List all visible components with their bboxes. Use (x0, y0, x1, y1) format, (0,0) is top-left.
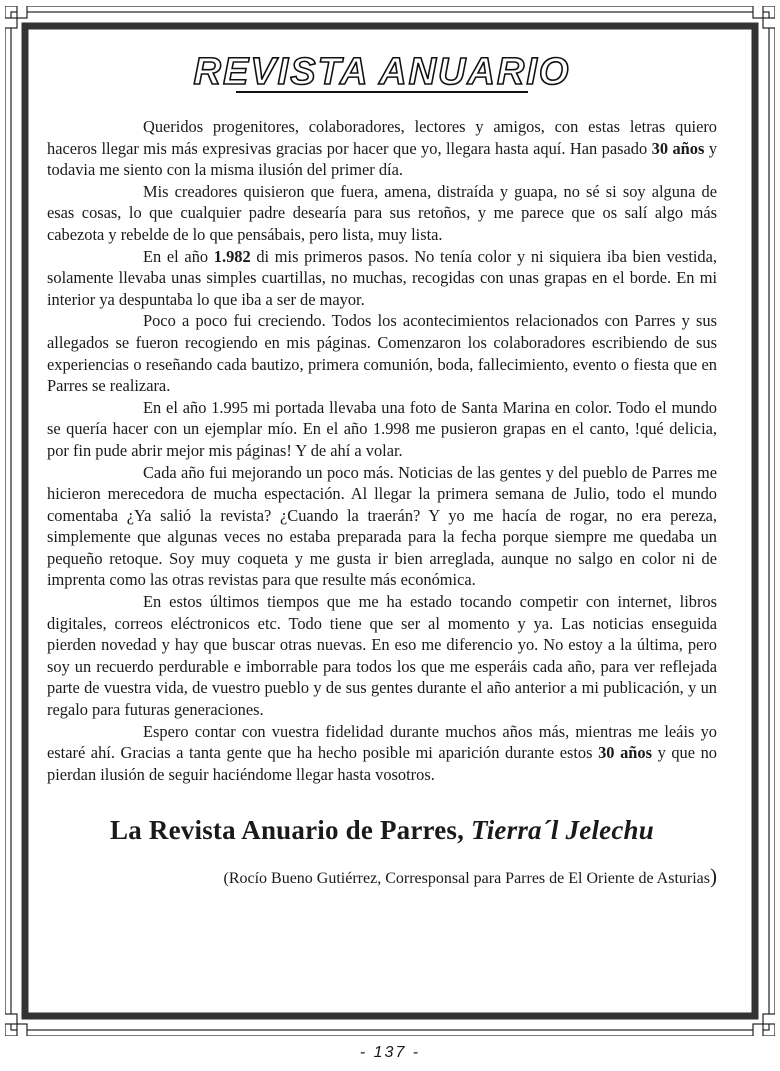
paragraph-text: Mis creadores quisieron que fuera, amena, distraída y guapa, no sé si soy alguna de esas cosas, lo que cualquier padre desearía para sus retoños, y me parece que os salí algo más cabezota y rebelde de lo que pensábais, pero lista, muy lista. (47, 181, 717, 244)
paragraph-text: di mis primeros pasos. No tenía color y ni siquiera iba bien vestida, solamente llevaba unas simples cuartillas, no muchas, recogidas con unas grapas en el borde. En mi interior ya despuntaba lo que iba a ser de mayor. (47, 246, 717, 309)
body-paragraph (47, 181, 717, 246)
paragraph-text: En el año (143, 246, 214, 266)
bold-text: 1.982 (213, 246, 251, 266)
body-paragraph (47, 310, 717, 396)
author-credit (47, 864, 717, 889)
paragraph-text: y que no pierdan ilusión de seguir haciéndome llegar hasta vosotros. (47, 743, 718, 784)
title-text: REVISTA ANUARIO (193, 51, 571, 93)
page-number: - 137 - (359, 1044, 421, 1061)
body-paragraph (47, 721, 717, 786)
bold-text: 30 años (651, 138, 705, 158)
paragraph-text: Queridos progenitores, colaboradores, lectores y amigos, con estas letras quiero haceros llegar mis más expresivas gracias por hacer que yo, llegara hasta aquí. Han pasado (47, 117, 717, 158)
paragraph-text: En el año 1.995 mi portada llevaba una foto de Santa Marina en color. Todo el mundo se quería hacer con un ejemplar mío. En el año 1.998 me pusieron grapas en el canto, !qué delicia, por fin pude abrir mejor mis páginas! Y de ahí a volar. (47, 397, 717, 460)
credit-text: (Rocío Bueno Gutiérrez, Corresponsal para Parres de El Oriente de Asturias (223, 870, 710, 888)
paragraph-text: Poco a poco fui creciendo. Todos los acontecimientos relacionados con Parres y sus allegados se fueron recogiendo en mis páginas. Comenzaron los colaboradores escribiendo de sus experiencias o reseñando cada bautizo, primera comunión, boda, fallecimiento, evento o fiesta que en Parres se realizara. (47, 311, 717, 396)
signature-main: La Revista Anuario de Parres, (110, 815, 472, 846)
page-title (47, 40, 717, 100)
body-paragraph (47, 397, 717, 462)
article-body (47, 116, 717, 785)
paragraph-text: y todavia me siento con la misma ilusión del primer día. (47, 138, 718, 180)
article (47, 40, 717, 889)
paragraph-text: Cada año fui mejorando un poco más. Noticias de las gentes y del pueblo de Parres me hicieron merecedora de mucha espectación. Al llegar la primera semana de Julio, todo el mundo comentaba ¿Ya salió la revista? ¿Cuando la traerán? Y yo me hacía de rogar, no era pereza, simplemente que algunas veces no estaba preparada para la fecha porque siempre me quedaba un pequeño retoque. Soy muy coqueta y me gusta ir bien arreglada, aunque no salgo en color ni de imprenta como las otras revistas para que resulte más económica. (47, 462, 717, 590)
body-paragraph (47, 246, 717, 311)
paragraph-text: Espero contar con vuestra fidelidad durante muchos años más, mientras me leáis yo estaré ahí. Gracias a tanta gente que ha hecho posible mi aparición durante estos (47, 721, 717, 763)
body-paragraph (47, 462, 717, 592)
credit-close-paren: ) (710, 864, 717, 889)
signature-line (47, 815, 717, 846)
paragraph-text: En estos últimos tiempos que me ha estado tocando competir con internet, libros digitales, correos eléctronicos etc. Todo tiene que ser al momento y ya. Las noticias enseguida pierden novedad y hay que buscar otras nuevas. En eso me diferencio yo. No estoy a la última, pero soy un recuerdo perdurable e imborrable para todos los que me esperáis cada año, para ver reflejada parte de vuestra vida, de vuestro pueblo y de sus gentes durante el año anterior a mi publicación, y un regalo para futuras generaciones. (47, 592, 717, 720)
body-paragraph (47, 116, 717, 181)
bold-text: 30 años (598, 743, 652, 763)
body-paragraph (47, 591, 717, 721)
signature-italic: Tierra´l Jelechu (471, 815, 654, 846)
